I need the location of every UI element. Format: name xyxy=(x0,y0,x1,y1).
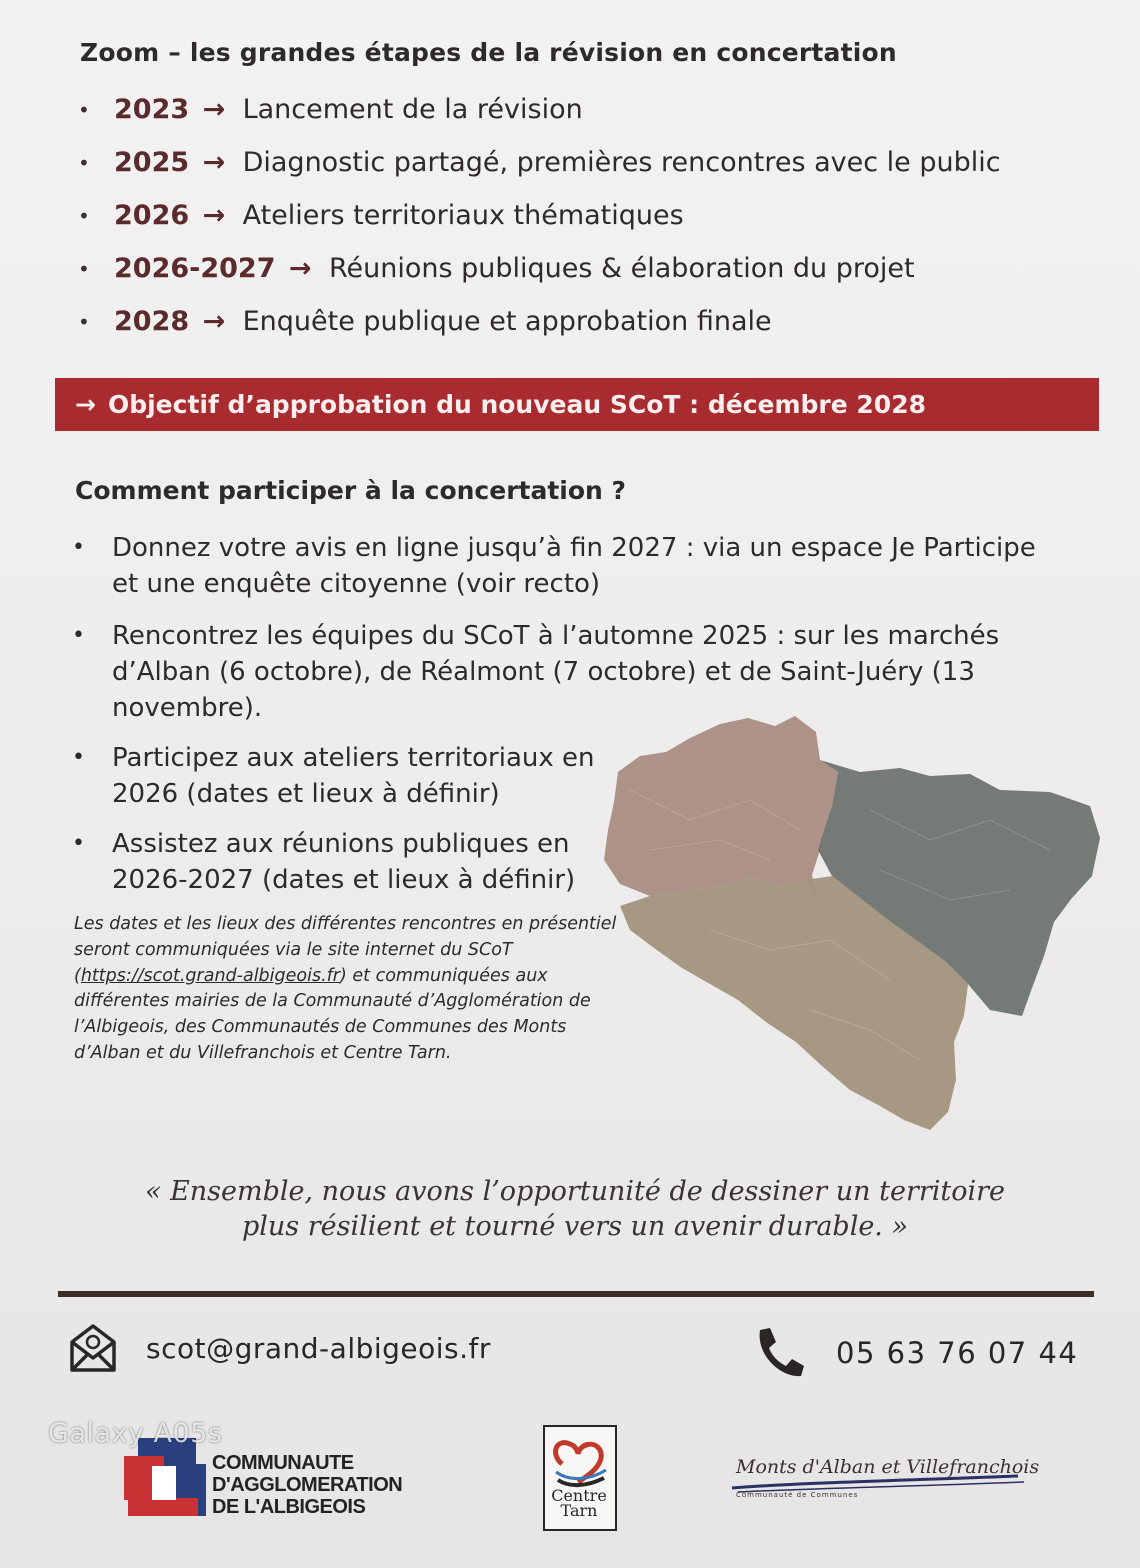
phone-number[interactable]: 05 63 76 07 44 xyxy=(836,1336,1079,1370)
participation-item: • Rencontrez les équipes du SCoT à l’automne 2025 : sur les marchés d’Alban (6 octobre), de Réalmont (7 octobre) et de Saint-Juéry (13 novembre). xyxy=(72,618,1052,740)
timeline-text: Diagnostic partagé, premières rencontres avec le public xyxy=(242,147,1001,178)
email-link[interactable]: scot@grand-albigeois.fr xyxy=(146,1332,491,1365)
participation-item: • Donnez votre avis en ligne jusqu’à fin 2027 : via un espace Je Participe et une enquête citoyenne (voir recto) xyxy=(72,530,1052,618)
arrow-icon: → xyxy=(75,390,96,419)
agglomeration-logo-text: COMMUNAUTE D'AGGLOMERATION DE L'ALBIGEOIS xyxy=(212,1452,403,1518)
participation-item: • Participez aux ateliers territoriaux en 2026 (dates et lieux à définir) xyxy=(72,740,1052,826)
bullet-icon: • xyxy=(72,535,85,560)
bullet-icon: • xyxy=(78,98,90,122)
arrow-icon: → xyxy=(202,147,226,178)
bullet-icon: • xyxy=(78,204,90,228)
timeline-year: 2023 → Lancement de la révision xyxy=(114,94,583,125)
arrow-icon: → xyxy=(202,94,226,125)
centre-tarn-logo-text: Centre Tarn xyxy=(551,1486,607,1520)
arrow-icon: → xyxy=(202,200,226,231)
objective-text: Objectif d’approbation du nouveau SCoT : décembre 2028 xyxy=(107,390,926,419)
bullet-icon: • xyxy=(78,310,90,334)
timeline-text: Réunions publiques & élaboration du projet xyxy=(328,253,915,284)
dates-note: Les dates et les lieux des différentes rencontres en présentiel seront communiquées via le site internet du SCoT (https://scot.grand-albigeois.fr) et communiquées aux différentes mairies de la Communauté d’Agglomération de l’Albigeois, des Communautés de Communes des Monts d’Alban et du Villefranchois et Centre Tarn. xyxy=(74,914,617,1063)
phone-handset-icon xyxy=(752,1324,806,1380)
monts-alban-logo-text: Monts d'Alban et Villefranchois xyxy=(736,1456,1040,1478)
divider xyxy=(58,1291,1094,1297)
camera-watermark: Galaxy A05s xyxy=(48,1418,223,1449)
quote: « Ensemble, nous avons l’opportunité de dessiner un territoire plus résilient et tourné vers un avenir durable. » xyxy=(144,1176,1006,1242)
timeline-year: 2025 → Diagnostic partagé, premières rencontres avec le public xyxy=(114,147,1001,178)
monts-alban-logo-subtext: Communauté de Communes xyxy=(736,1491,859,1499)
timeline-text: Lancement de la révision xyxy=(242,94,583,125)
participation-item: • Assistez aux réunions publiques en 2026-2027 (dates et lieux à définir) xyxy=(72,826,1052,912)
website-link[interactable]: https://scot.grand-albigeois.fr xyxy=(80,965,341,986)
bullet-icon: • xyxy=(72,831,85,856)
timeline-text: Enquête publique et approbation finale xyxy=(242,306,772,337)
timeline-year: 2026-2027 → Réunions publiques & élaboration du projet xyxy=(114,253,915,284)
timeline-title: Zoom – les grandes étapes de la révision en concertation xyxy=(80,38,897,67)
timeline-year: 2028 → Enquête publique et approbation finale xyxy=(114,306,772,337)
participation-title: Comment participer à la concertation ? xyxy=(75,476,627,505)
bullet-icon: • xyxy=(72,745,85,770)
bullet-icon: • xyxy=(78,151,90,175)
objective-banner xyxy=(55,378,1099,431)
participation-list xyxy=(72,530,1052,912)
timeline-text: Ateliers territoriaux thématiques xyxy=(242,200,684,231)
timeline-year: 2026 → Ateliers territoriaux thématiques xyxy=(114,200,684,231)
arrow-icon: → xyxy=(202,306,226,337)
bullet-icon: • xyxy=(72,623,85,648)
envelope-at-icon xyxy=(68,1322,118,1374)
bullet-icon: • xyxy=(78,257,90,281)
arrow-icon: → xyxy=(288,253,312,284)
